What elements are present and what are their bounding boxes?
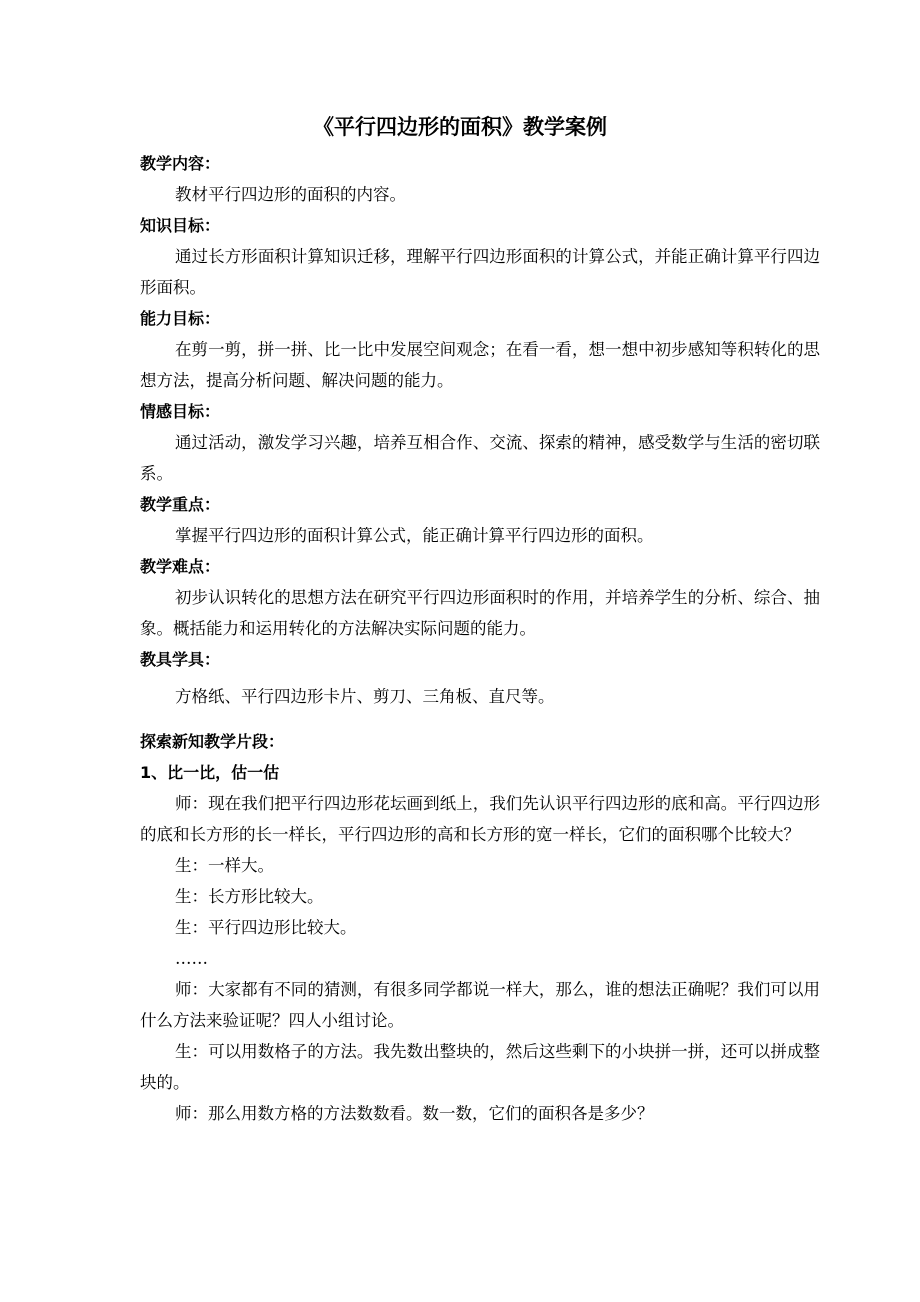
dialogue-line: 师：那么用数方格的方法数数看。数一数，它们的面积各是多少？: [175, 1104, 654, 1123]
section-text-difficulty: 初步认识转化的思想方法在研究平行四边形面积时的作用，并培养学生的分析、综合、抽象。概括能力和运用转化的方法解决实际问题的能力。: [140, 588, 820, 638]
dialogue-line: 生：平行四边形比较大。: [175, 918, 357, 937]
step-heading: 1、比一比，估一估: [140, 763, 280, 782]
section-text-teaching-content: 教材平行四边形的面积的内容。: [175, 185, 406, 204]
section-text-key-point: 掌握平行四边形的面积计算公式，能正确计算平行四边形的面积。: [175, 526, 654, 545]
section-text-emotion-goal: 通过活动，激发学习兴趣，培养互相合作、交流、探索的精神，感受数学与生活的密切联系。: [140, 433, 820, 483]
section-text-teaching-tools: 方格纸、平行四边形卡片、剪刀、三角板、直尺等。: [175, 687, 555, 706]
document-body: [140, 148, 820, 1129]
dialogue-line: 生：长方形比较大。: [175, 887, 324, 906]
dialogue-line: 生：可以用数格子的方法。我先数出整块的，然后这些剩下的小块拼一拼，还可以拼成整块的。: [140, 1042, 820, 1092]
section-heading-difficulty: 教学难点：: [140, 557, 221, 576]
section-text-knowledge-goal: 通过长方形面积计算知识迁移，理解平行四边形面积的计算公式，并能正确计算平行四边形面积。: [140, 247, 820, 297]
explore-heading: 探索新知教学片段：: [140, 732, 285, 751]
section-heading-teaching-content: 教学内容：: [140, 154, 221, 173]
spacer: [140, 712, 820, 726]
section-heading-emotion-goal: 情感目标：: [140, 402, 221, 421]
dialogue-line: 生：一样大。: [175, 856, 274, 875]
section-heading-key-point: 教学重点：: [140, 495, 221, 514]
section-heading-ability-goal: 能力目标：: [140, 309, 221, 328]
document-title: 《平行四边形的面积》教学案例: [313, 115, 607, 139]
dialogue-ellipsis: ……: [175, 949, 208, 968]
dialogue-line: 师：现在我们把平行四边形花坛画到纸上，我们先认识平行四边形的底和高。平行四边形的底和长方形的长一样长，平行四边形的高和长方形的宽一样长，它们的面积哪个比较大？: [140, 794, 820, 844]
section-heading-knowledge-goal: 知识目标：: [140, 216, 221, 235]
section-text-ability-goal: 在剪一剪，拼一拼、比一比中发展空间观念；在看一看，想一想中初步感知等积转化的思想方法，提高分析问题、解决问题的能力。: [140, 340, 820, 390]
dialogue-line: 师：大家都有不同的猜测，有很多同学都说一样大，那么，谁的想法正确呢？我们可以用什么方法来验证呢？四人小组讨论。: [140, 980, 820, 1030]
section-heading-teaching-tools: 教具学具：: [140, 650, 221, 669]
